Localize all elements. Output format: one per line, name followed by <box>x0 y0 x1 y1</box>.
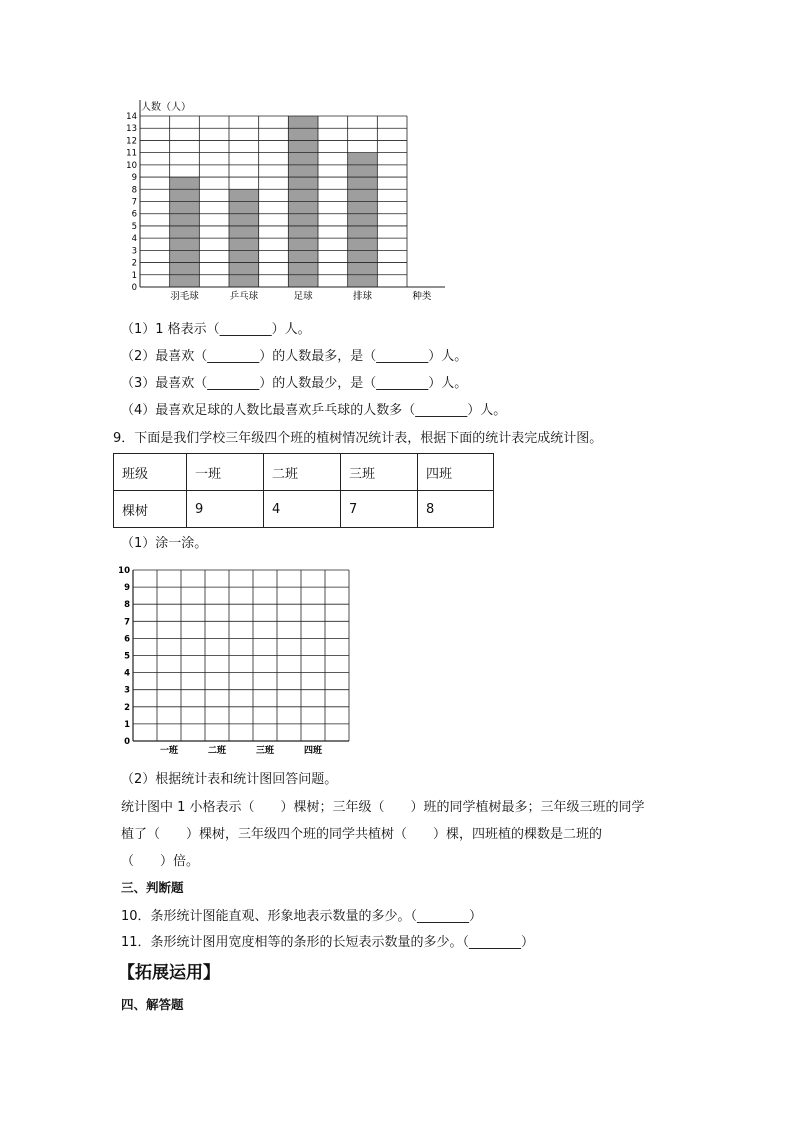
table-cell: 棵树 <box>114 491 187 528</box>
tree-planting-table <box>113 453 494 528</box>
y-tick-label: 9 <box>131 173 137 184</box>
q9-item-2: （2）根据统计表和统计图回答问题。 <box>121 772 338 787</box>
y-tick-label: 3 <box>124 685 130 696</box>
q9-paragraph-1: 统计图中 1 小格表示（ ）棵树；三年级（ ）班的同学植树最多；三年级三班的同学 <box>121 800 645 815</box>
y-tick-label: 5 <box>124 651 130 662</box>
q9-title: 9．下面是我们学校三年级四个班的植树情况统计表，根据下面的统计表完成统计图。 <box>113 431 603 446</box>
table-cell: 四班 <box>418 454 494 491</box>
x-tick-label: 一班 <box>159 746 179 756</box>
y-tick-label: 6 <box>124 634 130 645</box>
table-cell: 二班 <box>264 454 341 491</box>
q8-item-3: （3）最喜欢（________）的人数最少，是（________）人。 <box>121 376 468 391</box>
x-tick-label: 排球 <box>352 291 373 302</box>
y-tick-label: 3 <box>131 246 137 257</box>
q8-item-2: （2）最喜欢（________）的人数最多，是（________）人。 <box>121 349 468 364</box>
section-4-heading: 四、解答题 <box>121 997 184 1012</box>
q8-item-1: （1）1 格表示（________）人。 <box>121 322 311 337</box>
table-cell: 班级 <box>114 454 187 491</box>
x-tick-label: 乒乓球 <box>229 291 259 302</box>
x-tick-label: 足球 <box>293 291 313 302</box>
x-tick-label: 二班 <box>207 746 227 756</box>
y-tick-label: 8 <box>131 185 137 196</box>
q8-item-4: （4）最喜欢足球的人数比最喜欢乒乓球的人数多（________）人。 <box>121 403 507 418</box>
y-tick-label: 9 <box>124 583 130 594</box>
y-tick-label: 0 <box>124 737 130 747</box>
table-cell: 一班 <box>187 454 264 491</box>
bar-羽毛球 <box>170 177 200 287</box>
y-tick-label: 1 <box>131 270 137 281</box>
y-tick-label: 11 <box>126 148 137 159</box>
y-tick-label: 10 <box>118 566 130 576</box>
sports-bar-chart <box>125 98 455 303</box>
x-tick-label: 羽毛球 <box>170 291 199 302</box>
y-tick-label: 8 <box>124 600 130 611</box>
y-tick-label: 1 <box>124 719 130 730</box>
y-tick-label: 2 <box>124 702 130 713</box>
table-row <box>114 454 494 491</box>
y-tick-label: 2 <box>131 258 137 269</box>
table-cell: 三班 <box>341 454 418 491</box>
q11: 11．条形统计图用宽度相等的条形的长短表示数量的多少。（________） <box>121 935 535 950</box>
q10: 10．条形统计图能直观、形象地表示数量的多少。（________） <box>121 909 483 924</box>
bar-排球 <box>348 153 378 287</box>
y-tick-label: 12 <box>126 136 137 147</box>
extend-heading: 【拓展运用】 <box>118 963 220 983</box>
x-tick-label: 四班 <box>303 746 323 756</box>
table-cell: 8 <box>418 491 494 528</box>
y-tick-label: 13 <box>126 124 137 135</box>
table-cell: 4 <box>264 491 341 528</box>
y-tick-label: 7 <box>124 617 130 628</box>
y-tick-label: 0 <box>131 283 137 293</box>
y-tick-label: 6 <box>131 209 137 220</box>
section-3-heading: 三、判断题 <box>121 880 184 895</box>
y-tick-label: 5 <box>131 221 137 232</box>
x-tick-label: 三班 <box>255 746 275 756</box>
table-cell: 9 <box>187 491 264 528</box>
y-tick-label: 4 <box>131 234 137 245</box>
y-tick-label: 14 <box>126 112 137 122</box>
q9-paragraph-3: （ ）倍。 <box>121 854 200 869</box>
y-tick-label: 4 <box>124 668 130 679</box>
table-row <box>114 491 494 528</box>
tree-grid-chart <box>116 562 356 757</box>
y-tick-label: 10 <box>126 160 137 171</box>
q9-item-1: （1）涂一涂。 <box>121 536 208 551</box>
q9-paragraph-2: 植了（ ）棵树，三年级四个班的同学共植树（ ）棵，四班植的棵数是二班的 <box>121 827 603 842</box>
table-cell: 7 <box>341 491 418 528</box>
x-axis-label: 种类 <box>412 291 432 302</box>
y-axis-label: 人数（人） <box>141 102 191 113</box>
y-tick-label: 7 <box>131 197 137 208</box>
